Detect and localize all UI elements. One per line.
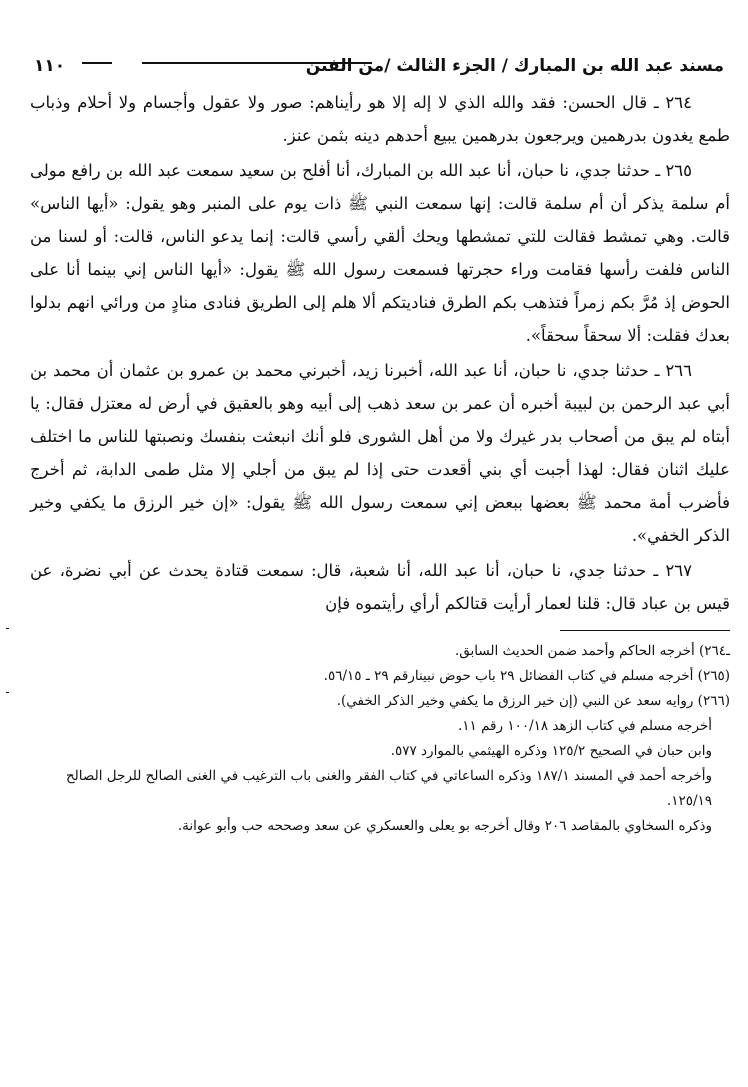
- footnote-266-ahmad: وأخرجه أحمد في المسند ١٨٧/١ وذكره الساعاتي في كتاب الفقر والغنى باب الترغيب في الغنى الصالح للرجل الصالح ١٢٥/١٩.: [65, 768, 712, 809]
- body-text: [30, 86, 730, 620]
- page-number: ١١٠: [34, 56, 66, 76]
- footnote-266-muslim: أخرجه مسلم في كتاب الزهد ١٠٠/١٨ رقم ١١.: [457, 718, 712, 734]
- footnote-266: (٢٦٦) روايه سعد عن النبي (إن خير الرزق ما يكفي وخير الذكر الخفي).: [336, 693, 730, 709]
- footnote-266-sakhawi: وذكره السخاوي بالمقاصد ٢٠٦ وقال أخرجه بو يعلى والعسكري عن سعد وصححه حب وأبو عوانة.: [177, 818, 712, 834]
- footnote-264: ـ٢٦٤) أخرجه الحاكم وأحمد ضمن الحديث السابق.: [454, 643, 730, 659]
- footnote-266-ibn-hibban: وابن حبان في الصحيح ١٢٥/٢ وذكره الهيثمي بالموارد ٥٧٧.: [390, 743, 712, 759]
- running-title: مسند عبد الله بن المبارك / الجزء الثالث /من الفتن: [305, 56, 724, 76]
- header-dash: [82, 62, 112, 64]
- margin-tick: [6, 628, 9, 629]
- hadith-267: ٢٦٧ ـ حدثنا جدي، نا حبان، أنا عبد الله، أنا شعبة، قال: سمعت قتادة يحدث عن أبي نضرة، عن قيس بن عباد قال: قلنا لعمار أرأيت قتالكم أرأي رأيتموه فإن: [30, 561, 730, 613]
- page: [30, 52, 730, 839]
- footnote-separator: [560, 630, 730, 631]
- margin-tick: [6, 692, 9, 693]
- footnotes: [30, 639, 730, 839]
- hadith-264: ٢٦٤ ـ قال الحسن: فقد والله الذي لا إله إلا هو رأيناهم: صور ولا عقول وأجسام ولا أحلام وذباب طمع يغدون بدرهمين ويرجعون بدرهمين يبيع أحدهم دينه بثمن عنز.: [30, 93, 730, 145]
- footnote-265: (٢٦٥) أخرجه مسلم في كتاب الفضائل ٢٩ باب حوض نبينارقم ٢٩ ـ ٥٦/١٥.: [323, 668, 730, 684]
- hadith-266: ٢٦٦ ـ حدثنا جدي، نا حبان، أنا عبد الله، أخبرنا زيد، أخبرني محمد بن عمرو بن عثمان أن محمد بن أبي عبد الرحمن بن لبيبة أخبره أن عمر بن سعد ذهب إلى أبيه وهو بالعقيق في أرض له معتزل فقال: يا أبتاه لم يبق من أصحاب بدر غيرك ولا من أهل الشورى فلو أنك انبعثت بنفسك ونصبتها للناس ما اختلف عليك اثنان فقال: لهذا أجبت أي بني أقعدت حتى إذا لم يبق من أجلي إلا مثل طمى الدابة، ثم أخرج فأضرب أمة محمد ﷺ بعضها ببعض إني سمعت رسول الله ﷺ يقول: «إن خير الرزق ما يكفي وخير الذكر الخفي».: [30, 361, 730, 545]
- running-header: [30, 52, 730, 86]
- hadith-265: ٢٦٥ ـ حدثنا جدي، نا حبان، أنا عبد الله بن المبارك، أنا أفلح بن سعيد سمعت عبد الله بن رافع مولى أم سلمة يذكر أن أم سلمة قالت: إنها سمعت النبي ﷺ ذات يوم على المنبر وهو يقول: «أيها الناس» قالت. وهي تمشط فقالت للتي تمشطها ويحك ألقي رأسي قالت: إنما يدعو الناس، قالت: أو لسنا من الناس فلفت رأسها فقامت وراء حجرتها فسمعت رسول الله ﷺ يقول: «أيها الناس إني بينما أنا على الحوض إذ مُرَّ بكم زمراً فتذهب بكم الطرق فناديتكم ألا هلم إلى الطريق فنادى منادٍ من ورائي انهم بدلوا بعدك فقلت: ألا سحقاً سحقاً».: [30, 161, 730, 345]
